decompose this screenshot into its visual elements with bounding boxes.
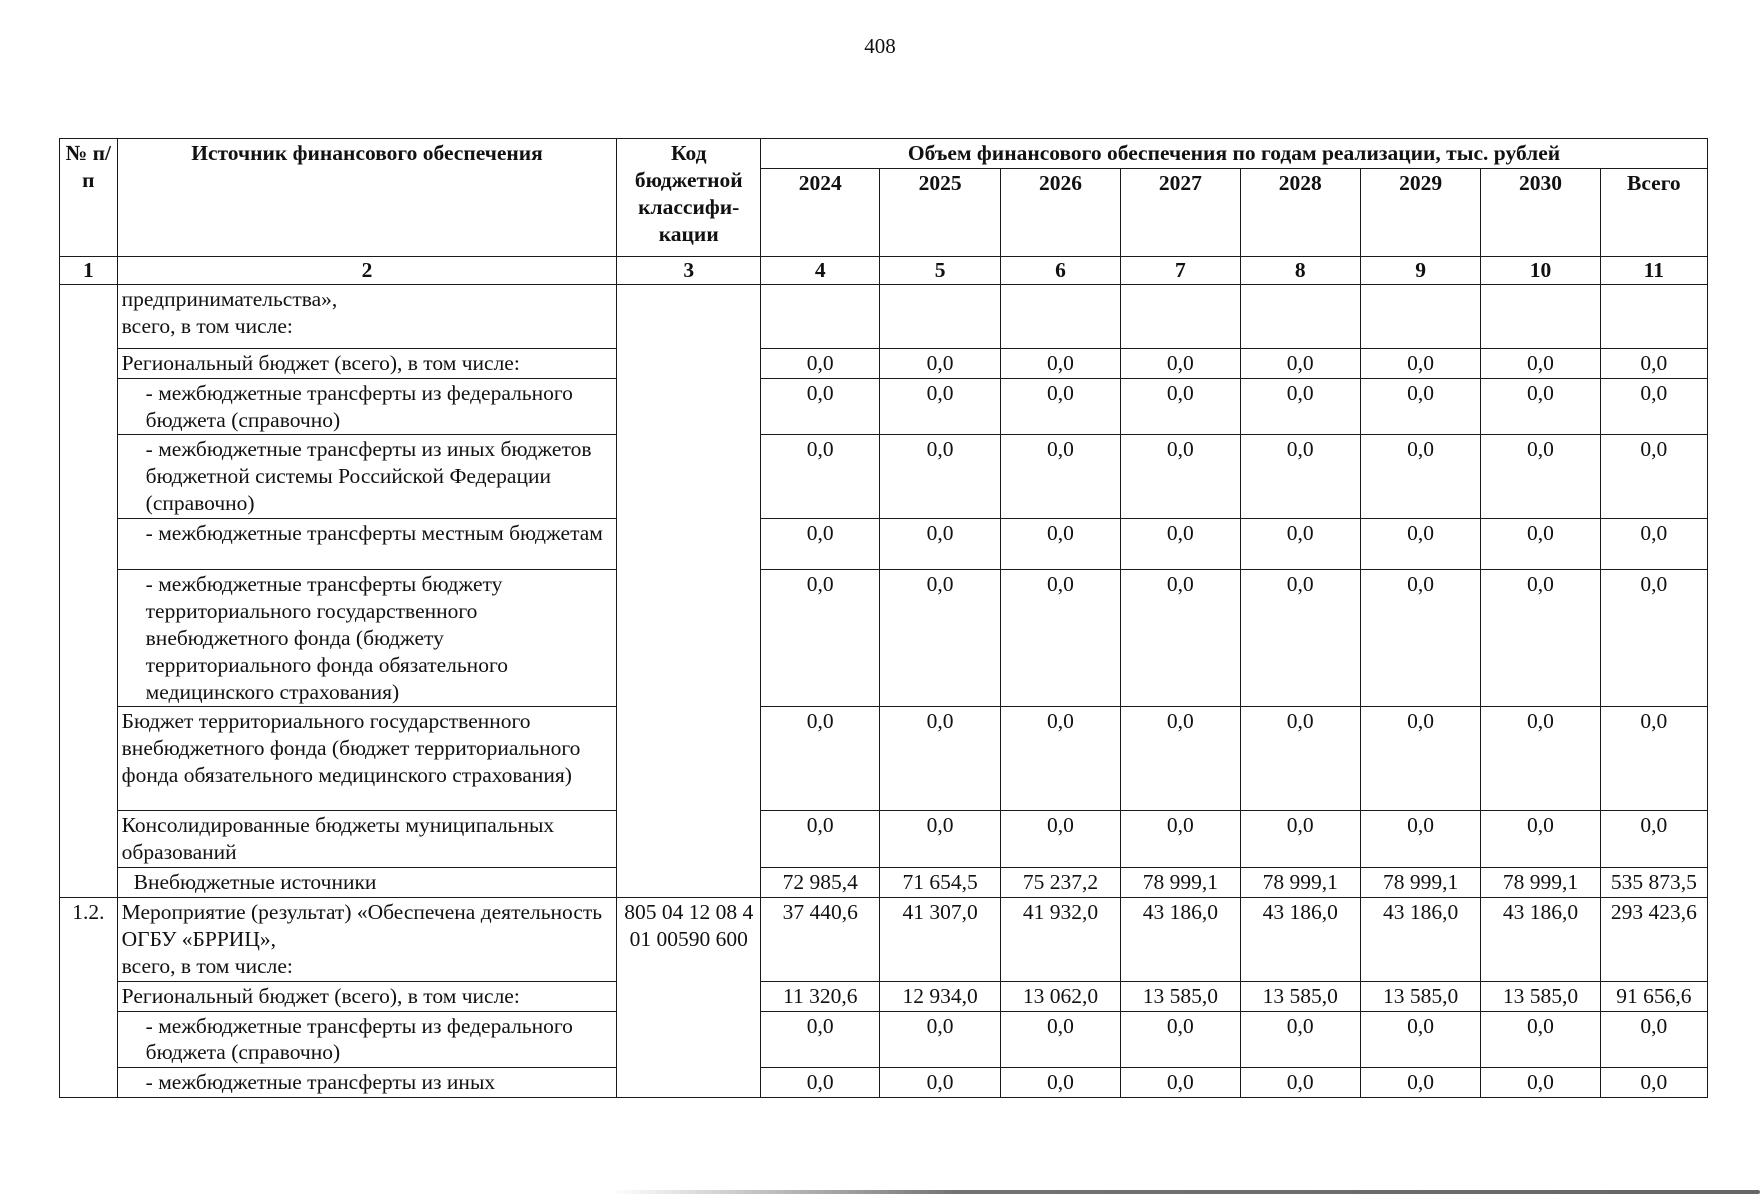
year-value-cell: 0,0 [761,570,880,707]
financing-table [59,138,1708,1098]
year-value-cell: 0,0 [880,519,1000,570]
year-value-cell: 41 932,0 [1000,898,1120,982]
total-value-cell: 0,0 [1600,811,1707,868]
year-value-cell: 0,0 [1000,707,1120,811]
year-value-cell: 0,0 [1481,707,1600,811]
source-cell: Бюджет территориального государственного внебюджетного фонда (бюджет территориального фонда обязательного медицинского страхования) [117,707,617,811]
year-value-cell: 0,0 [1360,1068,1480,1098]
column-number: 5 [880,256,1000,284]
year-value-cell: 0,0 [761,348,880,378]
year-value-cell: 0,0 [761,1068,880,1098]
year-value-cell: 0,0 [1121,707,1240,811]
year-value-cell: 78 999,1 [1481,868,1600,898]
source-cell: - межбюджетные трансферты местным бюджетам [117,519,617,570]
year-value-cell: 13 585,0 [1360,981,1480,1011]
header-year: 2028 [1240,168,1360,256]
column-number: 10 [1481,256,1600,284]
year-value-cell: 78 999,1 [1360,868,1480,898]
year-value-cell: 43 186,0 [1121,898,1240,982]
source-cell: - межбюджетные трансферты из федерального бюджета (справочно) [117,378,617,435]
year-value-cell: 0,0 [761,435,880,519]
year-value-cell: 0,0 [1481,1068,1600,1098]
total-value-cell: 0,0 [1600,519,1707,570]
year-value-cell: 0,0 [1240,570,1360,707]
source-cell: - межбюджетные трансферты бюджету территориального государственного внебюджетного фонда (бюджету территориального фонда обязательного медицинского страхования) [117,570,617,707]
year-value-cell: 0,0 [1481,570,1600,707]
source-cell: - межбюджетные трансферты из иных бюджетов бюджетной системы Российской Федерации (справочно) [117,435,617,519]
year-value-cell: 0,0 [1360,435,1480,519]
table-row [60,1068,1708,1098]
header-year: 2024 [761,168,880,256]
year-value-cell [1481,284,1600,348]
column-number: 8 [1240,256,1360,284]
table-row [60,898,1708,982]
year-value-cell: 0,0 [1121,570,1240,707]
table-row [60,519,1708,570]
year-value-cell [880,284,1000,348]
table-body [60,284,1708,1097]
year-value-cell: 43 186,0 [1481,898,1600,982]
header-source: Источник финансового обеспечения [117,139,617,257]
year-value-cell: 0,0 [1000,435,1120,519]
year-value-cell: 0,0 [880,570,1000,707]
year-value-cell: 0,0 [1481,378,1600,435]
header-year: 2025 [880,168,1000,256]
total-value-cell: 91 656,6 [1600,981,1707,1011]
year-value-cell: 0,0 [1000,348,1120,378]
header-volume: Объем финансового обеспечения по годам реализации, тыс. рублей [761,139,1708,169]
header-no: № п/п [60,139,118,257]
year-value-cell: 0,0 [761,707,880,811]
year-value-cell: 12 934,0 [880,981,1000,1011]
source-cell: Консолидированные бюджеты муниципальных образований [117,811,617,868]
year-value-cell: 0,0 [880,707,1000,811]
year-value-cell: 13 585,0 [1121,981,1240,1011]
year-value-cell: 0,0 [761,519,880,570]
total-value-cell: 0,0 [1600,707,1707,811]
table-header [60,139,1708,285]
year-value-cell: 0,0 [1240,519,1360,570]
source-cell: предпринимательства», всего, в том числе: [117,284,617,348]
header-code: Код бюджетной классифи-кации [617,139,761,257]
total-value-cell: 293 423,6 [1600,898,1707,982]
year-value-cell: 0,0 [1000,570,1120,707]
header-year: 2030 [1481,168,1600,256]
source-cell: - межбюджетные трансферты из федерального бюджета (справочно) [117,1011,617,1068]
year-value-cell [761,284,880,348]
year-value-cell: 41 307,0 [880,898,1000,982]
page-number: 408 [864,34,896,58]
year-value-cell: 0,0 [1240,707,1360,811]
column-number: 1 [60,256,118,284]
year-value-cell: 78 999,1 [1121,868,1240,898]
year-value-cell: 0,0 [1121,378,1240,435]
header-year: 2026 [1000,168,1120,256]
column-number: 3 [617,256,761,284]
header-year: 2027 [1121,168,1240,256]
year-value-cell: 0,0 [1240,1068,1360,1098]
year-value-cell [1360,284,1480,348]
year-value-cell: 0,0 [1360,1011,1480,1068]
year-value-cell: 0,0 [1121,1068,1240,1098]
row-number-cell [60,284,118,897]
year-value-cell: 0,0 [1121,435,1240,519]
table-row [60,348,1708,378]
table-row [60,868,1708,898]
year-value-cell: 0,0 [1240,435,1360,519]
table-row [60,570,1708,707]
year-value-cell: 0,0 [1121,519,1240,570]
header-total: Всего [1600,168,1707,256]
year-value-cell: 71 654,5 [880,868,1000,898]
source-cell: Внебюджетные источники [117,868,617,898]
year-value-cell: 43 186,0 [1240,898,1360,982]
year-value-cell: 0,0 [761,1011,880,1068]
year-value-cell: 43 186,0 [1360,898,1480,982]
year-value-cell: 0,0 [1360,707,1480,811]
table-row [60,1011,1708,1068]
year-value-cell: 0,0 [880,378,1000,435]
budget-code-cell: 805 04 12 08 4 01 00590 600 [617,898,761,1098]
total-value-cell: 0,0 [1600,570,1707,707]
total-value-cell: 0,0 [1600,1068,1707,1098]
year-value-cell: 0,0 [1360,570,1480,707]
column-number: 7 [1121,256,1240,284]
year-value-cell: 0,0 [761,378,880,435]
year-value-cell: 13 062,0 [1000,981,1120,1011]
year-value-cell: 0,0 [880,435,1000,519]
year-value-cell: 78 999,1 [1240,868,1360,898]
year-value-cell: 0,0 [1360,348,1480,378]
column-number: 2 [117,256,617,284]
year-value-cell: 0,0 [1121,811,1240,868]
year-value-cell: 75 237,2 [1000,868,1120,898]
total-value-cell: 0,0 [1600,378,1707,435]
year-value-cell: 0,0 [880,1011,1000,1068]
year-value-cell: 11 320,6 [761,981,880,1011]
year-value-cell: 0,0 [1360,378,1480,435]
total-value-cell [1600,284,1707,348]
scan-edge-shadow [610,1190,1760,1194]
table-row [60,378,1708,435]
row-number-cell: 1.2. [60,898,118,1098]
year-value-cell: 0,0 [1481,1011,1600,1068]
year-value-cell: 0,0 [1360,519,1480,570]
year-value-cell: 13 585,0 [1240,981,1360,1011]
budget-code-cell [617,284,761,897]
table-row [60,811,1708,868]
column-number: 6 [1000,256,1120,284]
year-value-cell: 0,0 [1481,435,1600,519]
table-row [60,435,1708,519]
year-value-cell: 0,0 [880,811,1000,868]
year-value-cell: 0,0 [1000,519,1120,570]
year-value-cell: 0,0 [880,348,1000,378]
year-value-cell: 0,0 [1481,348,1600,378]
year-value-cell: 0,0 [880,1068,1000,1098]
column-number: 4 [761,256,880,284]
year-value-cell: 0,0 [1240,378,1360,435]
column-number: 11 [1600,256,1707,284]
year-value-cell: 37 440,6 [761,898,880,982]
table-row [60,981,1708,1011]
source-cell: Мероприятие (результат) «Обеспечена деятельность ОГБУ «БРРИЦ», всего, в том числе: [117,898,617,982]
year-value-cell: 0,0 [1000,1068,1120,1098]
year-value-cell: 0,0 [1240,811,1360,868]
source-cell: - межбюджетные трансферты из иных [117,1068,617,1098]
year-value-cell [1000,284,1120,348]
year-value-cell: 0,0 [1000,811,1120,868]
year-value-cell: 72 985,4 [761,868,880,898]
year-value-cell: 0,0 [1121,348,1240,378]
year-value-cell: 0,0 [1240,348,1360,378]
year-value-cell: 0,0 [761,811,880,868]
total-value-cell: 0,0 [1600,1011,1707,1068]
column-number: 9 [1360,256,1480,284]
year-value-cell: 0,0 [1000,1011,1120,1068]
year-value-cell: 0,0 [1360,811,1480,868]
year-value-cell: 0,0 [1481,811,1600,868]
total-value-cell: 0,0 [1600,435,1707,519]
total-value-cell: 0,0 [1600,348,1707,378]
year-value-cell [1240,284,1360,348]
table-row [60,284,1708,348]
source-cell: Региональный бюджет (всего), в том числе: [117,981,617,1011]
source-cell: Региональный бюджет (всего), в том числе: [117,348,617,378]
year-value-cell: 0,0 [1240,1011,1360,1068]
year-value-cell: 0,0 [1000,378,1120,435]
total-value-cell: 535 873,5 [1600,868,1707,898]
year-value-cell: 0,0 [1481,519,1600,570]
table-row [60,707,1708,811]
header-year: 2029 [1360,168,1480,256]
year-value-cell: 0,0 [1121,1011,1240,1068]
year-value-cell [1121,284,1240,348]
year-value-cell: 13 585,0 [1481,981,1600,1011]
